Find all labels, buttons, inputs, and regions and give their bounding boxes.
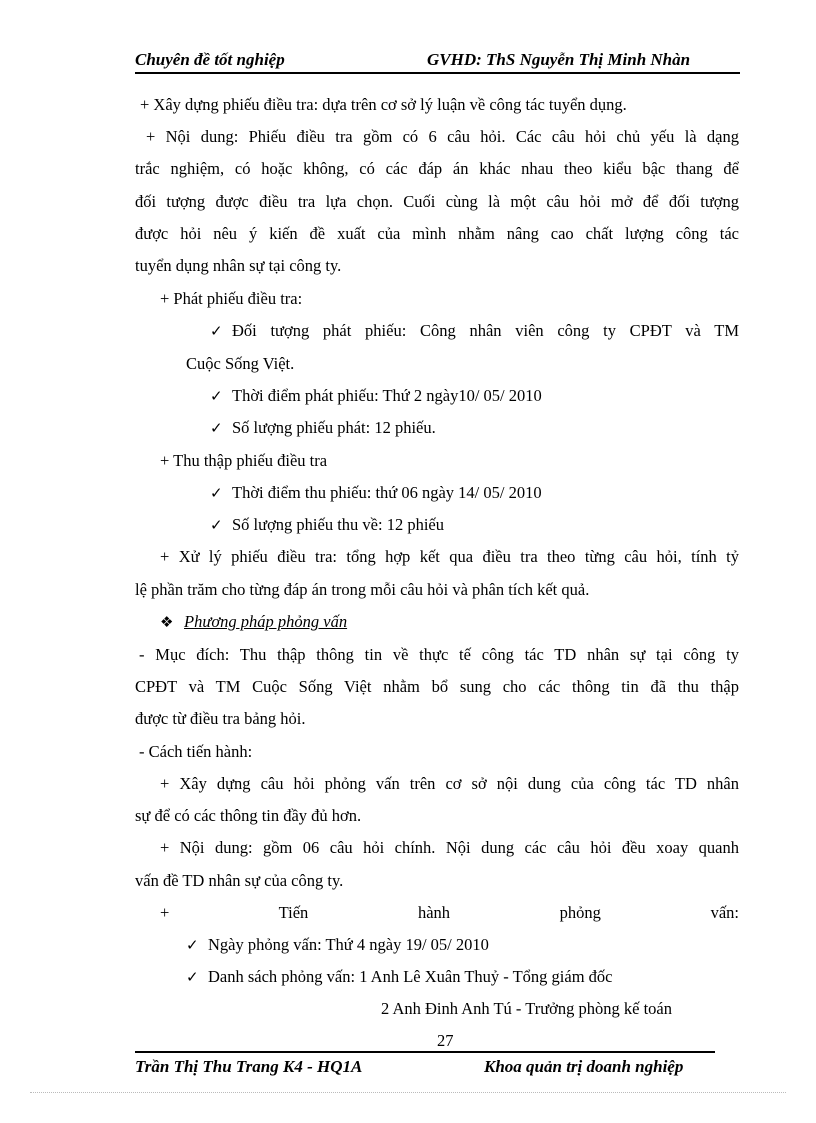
text-line: - Cách tiến hành: xyxy=(139,742,253,761)
text-line: + Xây dựng phiếu điều tra: dựa trên cơ sở lý luận về công tác tuyển dụng. xyxy=(140,95,627,114)
checkmark-icon: ✓ xyxy=(186,968,199,986)
footer-author: Trần Thị Thu Trang K4 - HQ1A xyxy=(135,1057,363,1076)
checkmark-icon: ✓ xyxy=(210,387,223,405)
checkmark-icon: ✓ xyxy=(186,936,199,954)
checklist-item: ✓ Số lượng phiếu phát: 12 phiếu. xyxy=(210,418,436,437)
checklist-item: ✓ Danh sách phỏng vấn: 1 Anh Lê Xuân Thuỷ - Tổng giám đốc xyxy=(186,967,613,986)
checkmark-icon: ✓ xyxy=(210,484,223,502)
text-line: + Phát phiếu điều tra: xyxy=(160,289,303,308)
checklist-item: ✓ Thời điểm phát phiếu: Thứ 2 ngày10/ 05/ 2010 xyxy=(210,386,542,405)
checkmark-icon: ✓ xyxy=(210,322,223,340)
text-line: sự để có các thông tin đầy đủ hơn. xyxy=(135,806,362,825)
text-line: + Nội dung: Phiếu điều tra gồm có 6 câu hỏi. Các câu hỏi chủ yếu là dạng xyxy=(146,127,739,146)
text-line: CPĐT và TM Cuộc Sống Việt nhằm bổ sung cho các thông tin đã thu thập xyxy=(135,677,739,696)
text-line: - Mục đích: Thu thập thông tin về thực tế công tác TD nhân sự tại công ty xyxy=(139,645,739,664)
checklist-item: ✓ Thời điểm thu phiếu: thứ 06 ngày 14/ 05/ 2010 xyxy=(210,483,542,502)
text-line: Cuộc Sống Việt. xyxy=(186,354,295,373)
checklist-item: ✓ Đối tượng phát phiếu: Công nhân viên công ty CPĐT và TM xyxy=(210,321,739,340)
header-title: Chuyên đề tốt nghiệp xyxy=(135,50,285,69)
checklist-item: ✓ Số lượng phiếu thu về: 12 phiếu xyxy=(210,515,444,534)
checkmark-icon: ✓ xyxy=(210,419,223,437)
text-line: trắc nghiệm, có hoặc không, có các đáp án khác nhau theo kiểu bậc thang để xyxy=(135,159,739,178)
text-line: lệ phần trăm cho từng đáp án trong mỗi câu hỏi và phân tích kết quả. xyxy=(135,580,590,599)
text-line: vấn đề TD nhân sự của công ty. xyxy=(135,871,344,890)
text-line: + Xử lý phiếu điều tra: tổng hợp kết qua điều tra theo từng câu hỏi, tính tỷ xyxy=(160,547,739,566)
text-line: + Xây dựng câu hỏi phỏng vấn trên cơ sở nội dung của công tác TD nhân xyxy=(160,774,739,793)
page-number: 27 xyxy=(437,1031,454,1050)
footer-faculty: Khoa quản trị doanh nghiệp xyxy=(484,1057,684,1076)
text-line: được từ điều tra bảng hỏi. xyxy=(135,709,306,728)
page-header xyxy=(135,50,740,74)
page-bottom-divider xyxy=(30,1092,786,1093)
text-line: + Tiến hành phỏng vấn: xyxy=(160,903,739,922)
text-line: tuyển dụng nhân sự tại công ty. xyxy=(135,256,342,275)
checkmark-icon: ✓ xyxy=(210,516,223,534)
text-line: + Nội dung: gồm 06 câu hỏi chính. Nội dung các câu hỏi đều xoay quanh xyxy=(160,838,739,857)
section-heading: ❖ Phương pháp phỏng vấn xyxy=(160,612,348,631)
text-line: đối tượng được điều tra lựa chọn. Cuối cùng là một câu hỏi mở để đối tượng xyxy=(135,192,739,211)
checklist-item: ✓ Ngày phỏng vấn: Thứ 4 ngày 19/ 05/ 2010 xyxy=(186,935,489,954)
text-line: 2 Anh Đinh Anh Tú - Trưởng phòng kế toán xyxy=(381,999,673,1018)
text-line: được hỏi nêu ý kiến đề xuất của mình nhằm nâng cao chất lượng công tác xyxy=(135,224,739,243)
page-footer xyxy=(135,1051,715,1076)
text-line: + Thu thập phiếu điều tra xyxy=(160,451,328,470)
diamond-bullet-icon: ❖ xyxy=(160,613,174,631)
header-supervisor: GVHD: ThS Nguyễn Thị Minh Nhàn xyxy=(427,50,691,69)
